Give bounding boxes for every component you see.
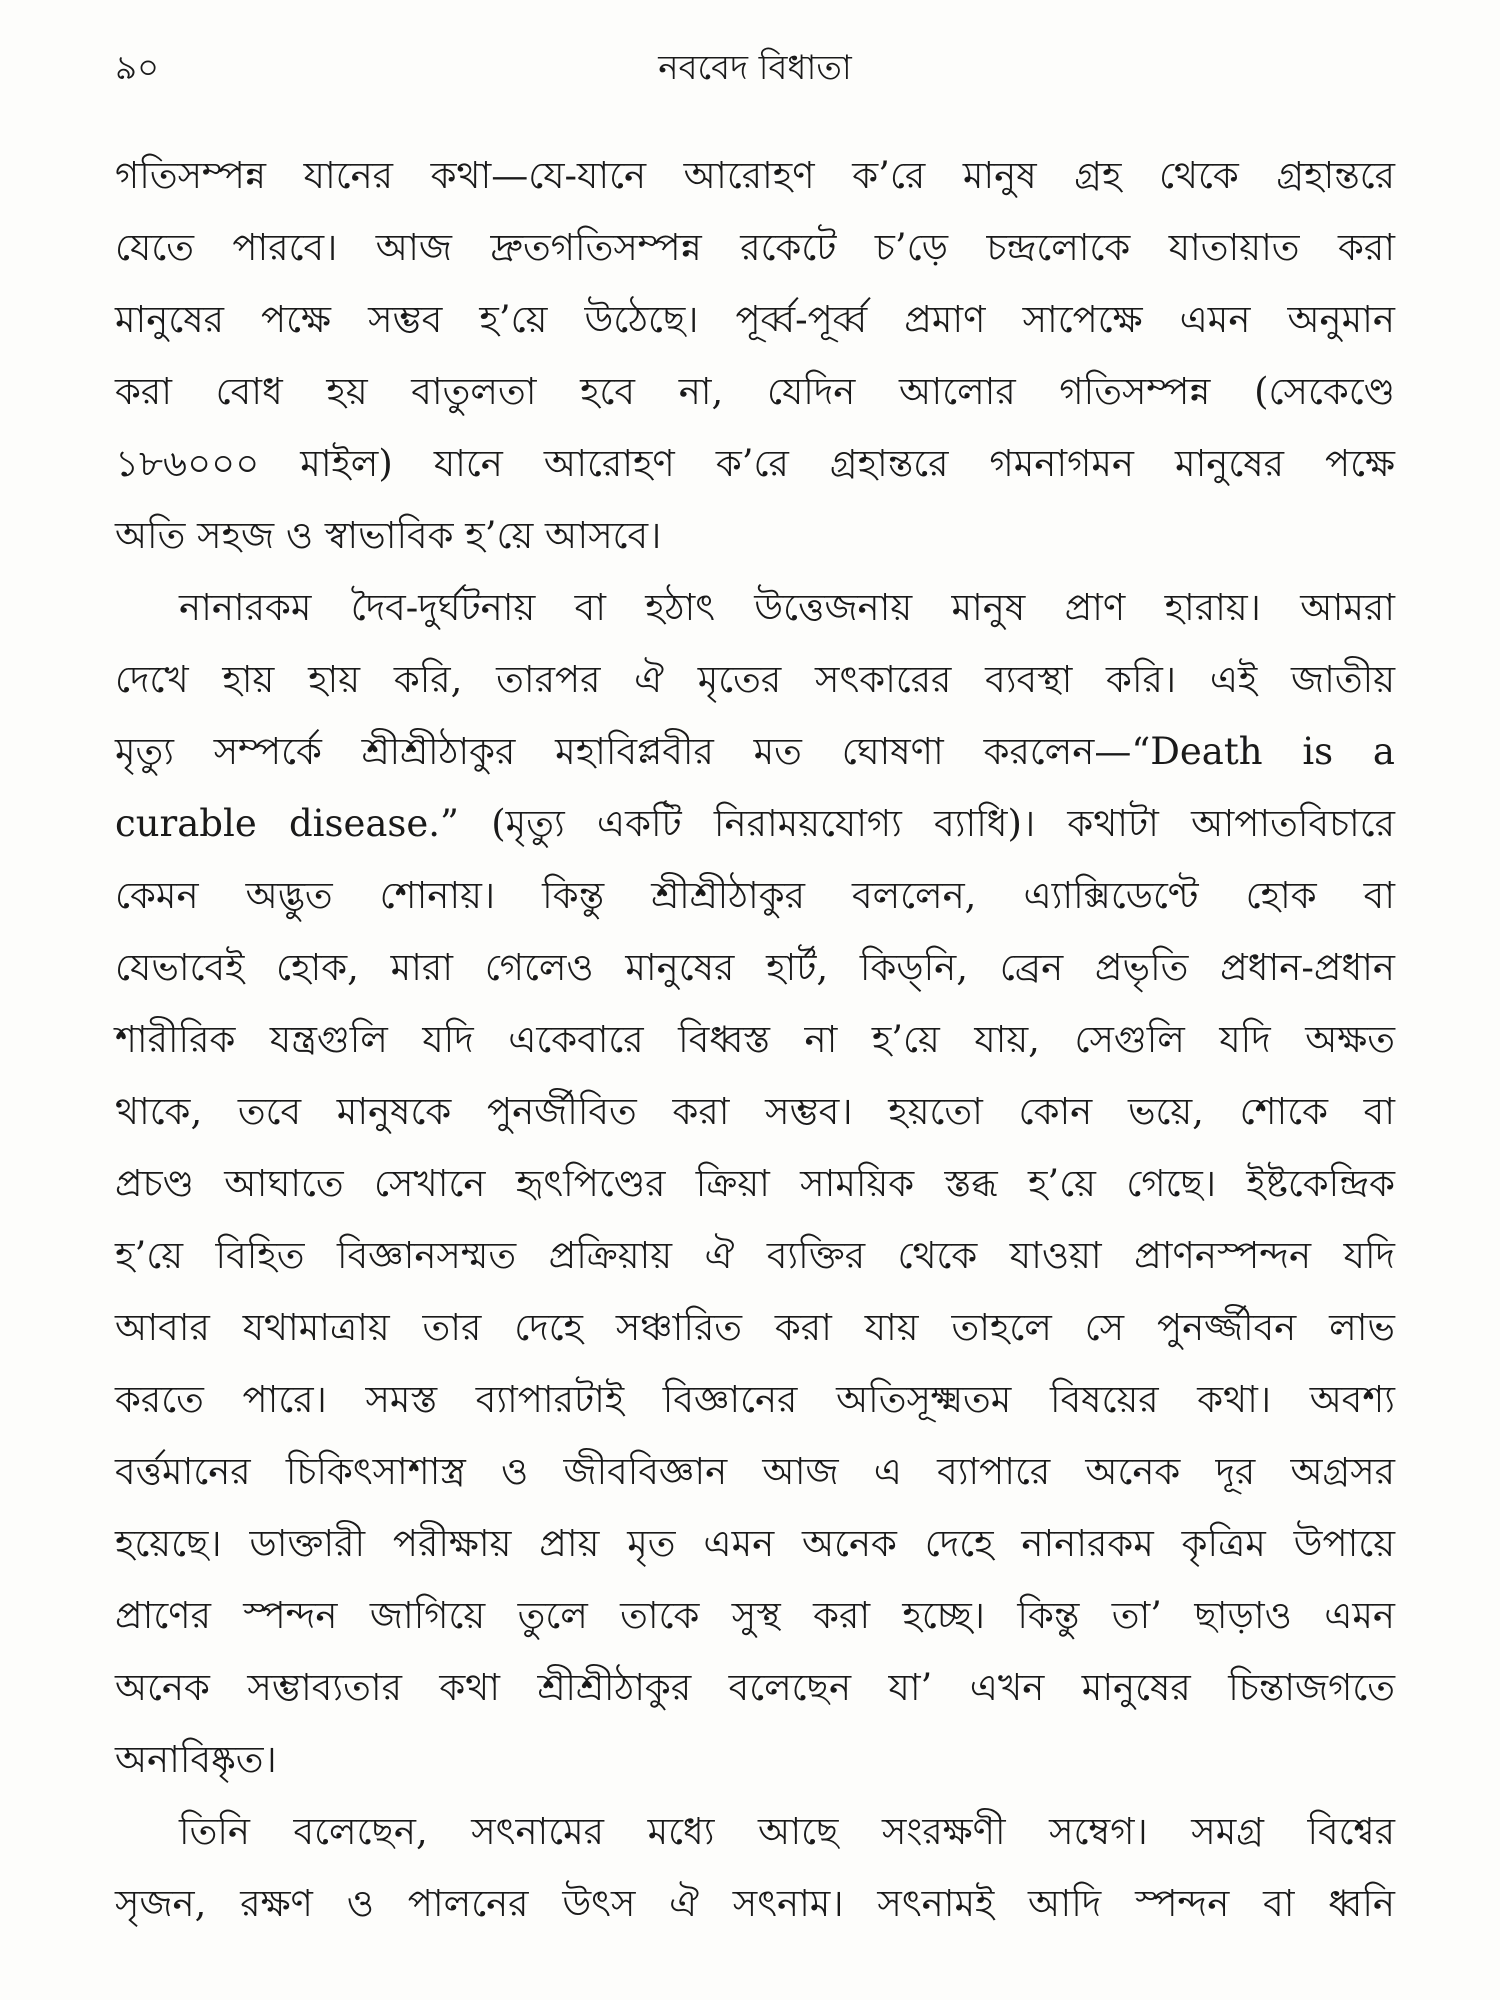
text-line: হ’য়ে বিহিত বিজ্ঞানসম্মত প্রক্রিয়ায় ঐ ব্যক্তির থেকে যাওয়া প্রাণনস্পন্দন যদি xyxy=(115,1234,1395,1277)
text-line: সৃজন, রক্ষণ ও পালনের উৎস ঐ সৎনাম। সৎনামই আদি স্পন্দন বা ধ্বনি xyxy=(115,1882,1395,1925)
text-line: কেমন অদ্ভুত শোনায়। কিন্তু শ্রীশ্রীঠাকুর বললেন, এ্যাক্সিডেণ্টে হোক বা xyxy=(115,874,1395,917)
text-line: মানুষের পক্ষে সম্ভব হ’য়ে উঠেছে। পূর্ব্ব-পূর্ব্ব প্রমাণ সাপেক্ষে এমন অনুমান xyxy=(115,298,1395,341)
text-line: অনেক সম্ভাব্যতার কথা শ্রীশ্রীঠাকুর বলেছেন যা’ এখন মানুষের চিন্তাজগতে xyxy=(115,1666,1395,1709)
text-line: করতে পারে। সমস্ত ব্যাপারটাই বিজ্ঞানের অতিসূক্ষ্মতম বিষয়ের কথা। অবশ্য xyxy=(115,1378,1395,1421)
text-line: যেভাবেই হোক, মারা গেলেও মানুষের হার্ট, কিড্‌নি, ব্রেন প্রভৃতি প্রধান-প্রধান xyxy=(115,946,1395,989)
text-line: অনাবিষ্কৃত। xyxy=(115,1738,277,1781)
text-line: গতিসম্পন্ন যানের কথা—যে-যানে আরোহণ ক’রে মানুষ গ্রহ থেকে গ্রহান্তরে xyxy=(115,154,1395,197)
paragraph-1 xyxy=(115,140,1395,572)
text-line: অতি সহজ ও স্বাভাবিক হ’য়ে আসবে। xyxy=(115,514,662,557)
text-line: যেতে পারবে। আজ দ্রুতগতিসম্পন্ন রকেটে চ’ড়ে চন্দ্রলোকে যাতায়াত করা xyxy=(115,226,1395,269)
text-line: তিনি বলেছেন, সৎনামের মধ্যে আছে সংরক্ষণী সম্বেগ। সমগ্র বিশ্বের xyxy=(179,1810,1395,1853)
text-line: করা বোধ হয় বাতুলতা হবে না, যেদিন আলোর গতিসম্পন্ন (সেকেণ্ডে xyxy=(115,370,1395,413)
text-line: প্রচণ্ড আঘাতে সেখানে হৃৎপিণ্ডের ক্রিয়া সাময়িক স্তব্ধ হ’য়ে গেছে। ইষ্টকেন্দ্রিক xyxy=(115,1162,1395,1205)
page-header xyxy=(115,38,1395,98)
text-line: হয়েছে। ডাক্তারী পরীক্ষায় প্রায় মৃত এমন অনেক দেহে নানারকম কৃত্রিম উপায়ে xyxy=(115,1522,1395,1565)
text-line: মৃত্যু সম্পর্কে শ্রীশ্রীঠাকুর মহাবিপ্লবীর মত ঘোষণা করলেন—“Death is a xyxy=(115,730,1395,773)
text-line: curable disease.” (মৃত্যু একটি নিরাময়যোগ্য ব্যাধি)। কথাটা আপাতবিচারে xyxy=(115,802,1395,845)
body-text xyxy=(115,140,1395,1940)
text-line: শারীরিক যন্ত্রগুলি যদি একেবারে বিধ্বস্ত না হ’য়ে যায়, সেগুলি যদি অক্ষত xyxy=(115,1018,1395,1061)
text-line: থাকে, তবে মানুষকে পুনর্জীবিত করা সম্ভব। হয়তো কোন ভয়ে, শোকে বা xyxy=(115,1090,1395,1133)
text-line: বর্ত্তমানের চিকিৎসাশাস্ত্র ও জীববিজ্ঞান আজ এ ব্যাপারে অনেক দূর অগ্রসর xyxy=(115,1450,1395,1493)
text-line: প্রাণের স্পন্দন জাগিয়ে তুলে তাকে সুস্থ করা হচ্ছে। কিন্তু তা’ ছাড়াও এমন xyxy=(115,1594,1395,1637)
text-line: আবার যথামাত্রায় তার দেহে সঞ্চারিত করা যায় তাহলে সে পুনর্জ্জীবন লাভ xyxy=(115,1306,1395,1349)
page-number: ৯০ xyxy=(115,48,160,88)
paragraph-3 xyxy=(115,1796,1395,1940)
text-line: নানারকম দৈব-দুর্ঘটনায় বা হঠাৎ উত্তেজনায় মানুষ প্রাণ হারায়। আমরা xyxy=(179,586,1395,629)
text-line: দেখে হায় হায় করি, তারপর ঐ মৃতের সৎকারের ব্যবস্থা করি। এই জাতীয় xyxy=(115,658,1395,701)
text-line: ১৮৬০০০ মাইল) যানে আরোহণ ক’রে গ্রহান্তরে গমনাগমন মানুষের পক্ষে xyxy=(115,442,1395,485)
paragraph-2 xyxy=(115,572,1395,1796)
running-title: নববেদ বিধাতা xyxy=(658,48,852,88)
